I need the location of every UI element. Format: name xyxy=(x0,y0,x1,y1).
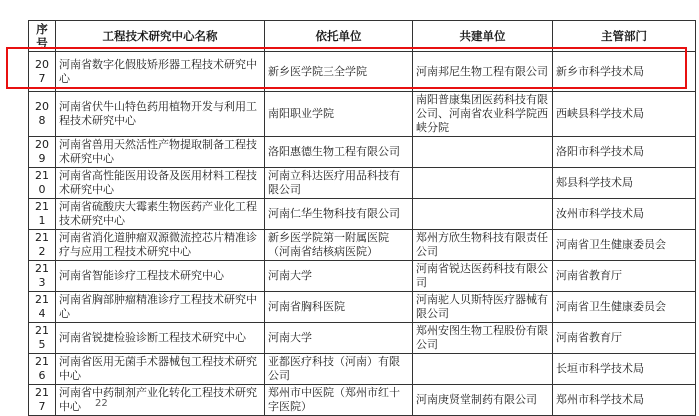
row-no: 207 xyxy=(29,52,56,92)
row-name: 河南省锐捷检验诊断工程技术研究中心 xyxy=(56,323,265,354)
row-no: 209 xyxy=(29,137,56,168)
table-row xyxy=(29,385,696,416)
row-partner: 郑州安图生物工程股份有限公司 xyxy=(413,323,553,354)
row-dept: 郑州市科学技术局 xyxy=(553,385,696,416)
row-partner: 河南庚贤堂制药有限公司 xyxy=(413,385,553,416)
row-dept: 洛阳市科学技术局 xyxy=(553,137,696,168)
row-partner xyxy=(413,199,553,230)
row-dept: 河南省教育厅 xyxy=(553,323,696,354)
table-row xyxy=(29,354,696,385)
row-dept: 新乡市科学技术局 xyxy=(553,52,696,92)
row-partner: 郑州方欣生物科技有限责任公司 xyxy=(413,230,553,261)
row-no: 210 xyxy=(29,168,56,199)
row-name: 河南省中药制剂产业化转化工程技术研究中心 xyxy=(56,385,265,416)
row-no: 215 xyxy=(29,323,56,354)
row-name: 河南省智能诊疗工程技术研究中心 xyxy=(56,261,265,292)
row-name: 河南省硫酸庆大霉素生物医药产业化工程技术研究中心 xyxy=(56,199,265,230)
table-row xyxy=(29,199,696,230)
row-dept: 河南省卫生健康委员会 xyxy=(553,230,696,261)
table-row xyxy=(29,92,696,137)
row-no: 212 xyxy=(29,230,56,261)
header-name: 工程技术研究中心名称 xyxy=(56,21,265,52)
row-host: 河南大学 xyxy=(265,261,413,292)
row-host: 洛阳惠德生物工程有限公司 xyxy=(265,137,413,168)
row-partner xyxy=(413,168,553,199)
row-no: 216 xyxy=(29,354,56,385)
table-row xyxy=(29,137,696,168)
row-host: 河南仁华生物科技有限公司 xyxy=(265,199,413,230)
research-center-table xyxy=(28,20,696,416)
table-row xyxy=(29,261,696,292)
table-row xyxy=(29,323,696,354)
row-host: 新乡医学院三全学院 xyxy=(265,52,413,92)
header-no: 序号 xyxy=(29,21,56,52)
row-name: 河南省兽用天然活性产物提取制备工程技术研究中心 xyxy=(56,137,265,168)
row-partner: 南阳普康集团医药科技有限公司、河南省农业科学院西峡分院 xyxy=(413,92,553,137)
row-no: 208 xyxy=(29,92,56,137)
row-dept: 汝州市科学技术局 xyxy=(553,199,696,230)
row-partner xyxy=(413,354,553,385)
page-number: 22 xyxy=(95,398,108,409)
row-no: 213 xyxy=(29,261,56,292)
row-name: 河南省高性能医用设备及医用材料工程技术研究中心 xyxy=(56,168,265,199)
row-host: 郑州市中医院（郑州市红十字医院） xyxy=(265,385,413,416)
row-dept: 西峡县科学技术局 xyxy=(553,92,696,137)
row-no: 211 xyxy=(29,199,56,230)
row-dept: 长垣市科学技术局 xyxy=(553,354,696,385)
row-host: 河南立科达医疗用品科技有限公司 xyxy=(265,168,413,199)
row-no: 214 xyxy=(29,292,56,323)
row-host: 河南省胸科医院 xyxy=(265,292,413,323)
row-dept: 郏县科学技术局 xyxy=(553,168,696,199)
table-row xyxy=(29,292,696,323)
row-name: 河南省胸部肿瘤精准诊疗工程技术研究中心 xyxy=(56,292,265,323)
row-partner: 河南省锐达医药科技有限公司 xyxy=(413,261,553,292)
table-row xyxy=(29,52,696,92)
row-host: 南阳职业学院 xyxy=(265,92,413,137)
row-dept: 河南省教育厅 xyxy=(553,261,696,292)
row-partner: 河南邦尼生物工程有限公司 xyxy=(413,52,553,92)
row-name: 河南省数字化假肢矫形器工程技术研究中心 xyxy=(56,52,265,92)
row-name: 河南省伏牛山特色药用植物开发与利用工程技术研究中心 xyxy=(56,92,265,137)
row-name: 河南省医用无菌手术器械包工程技术研究中心 xyxy=(56,354,265,385)
header-host: 依托单位 xyxy=(265,21,413,52)
row-host: 新乡医学院第一附属医院（河南省结核病医院） xyxy=(265,230,413,261)
header-dept: 主管部门 xyxy=(553,21,696,52)
header-partner: 共建单位 xyxy=(413,21,553,52)
row-dept: 河南省卫生健康委员会 xyxy=(553,292,696,323)
row-host: 河南大学 xyxy=(265,323,413,354)
row-host: 亚都医疗科技（河南）有限公司 xyxy=(265,354,413,385)
row-partner: 河南驼人贝斯特医疗器械有限公司 xyxy=(413,292,553,323)
table-row xyxy=(29,230,696,261)
row-partner xyxy=(413,137,553,168)
table-header-row xyxy=(29,21,696,52)
row-no: 217 xyxy=(29,385,56,416)
table-row xyxy=(29,168,696,199)
row-name: 河南省消化道肿瘤双源微流控芯片精准诊疗与应用工程技术研究中心 xyxy=(56,230,265,261)
